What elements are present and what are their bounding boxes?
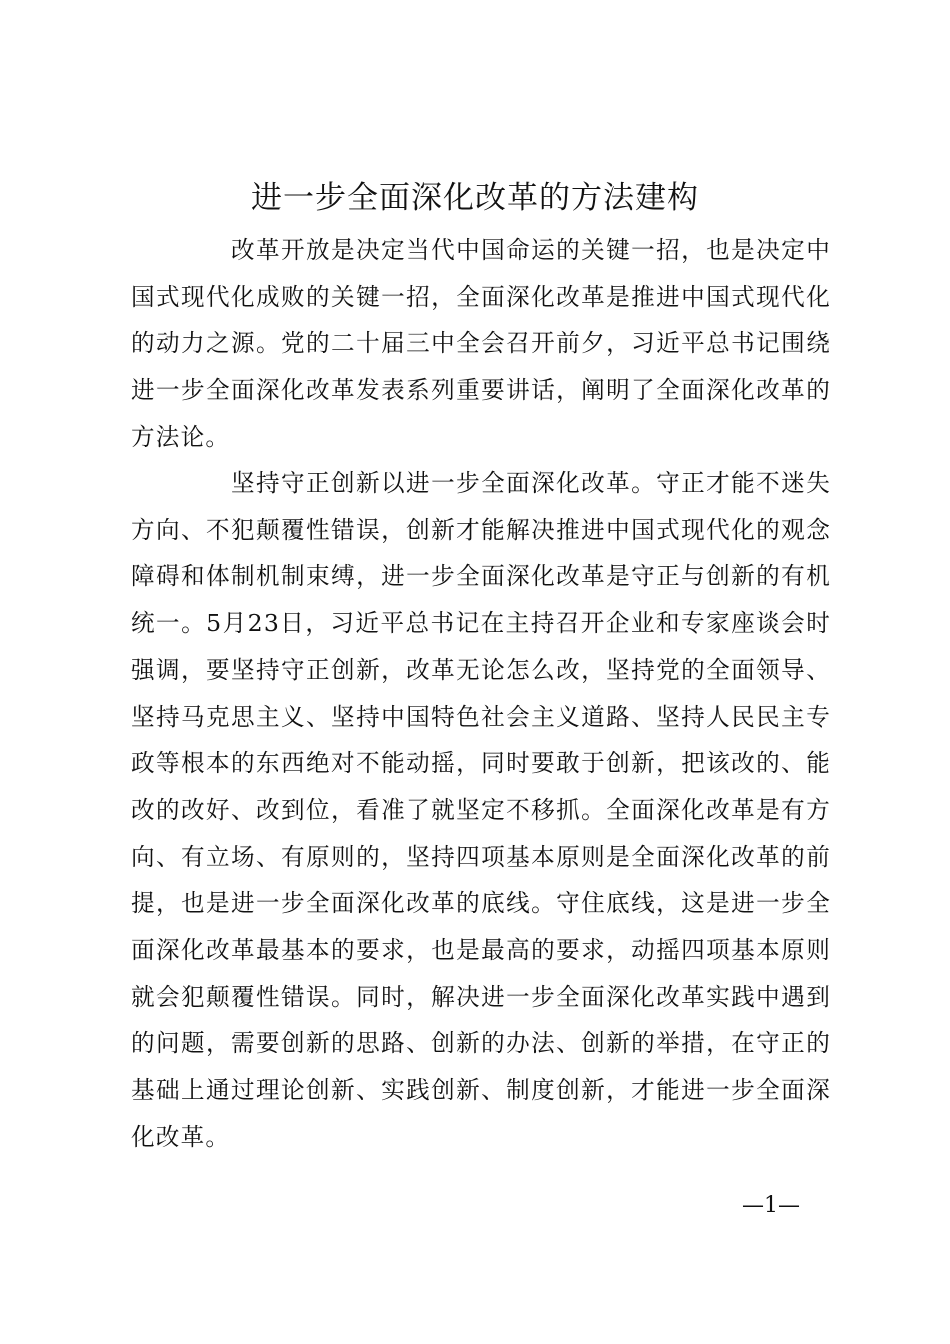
page-number: —1— [742,1193,800,1218]
paragraph-intro: 改革开放是决定当代中国命运的关键一招，也是决定中国式现代化成败的关键一招，全面深化改革是推进中国式现代化的动力之源。党的二十届三中全会召开前夕，习近平总书记围绕进一步全面深化改革发表系列重要讲话，阐明了全面深化改革的方法论。 [131,236,831,451]
paragraph-shouzheng-chuangxin: 坚持守正创新以进一步全面深化改革。守正才能不迷失方向、不犯颠覆性错误，创新才能解决推进中国式现代化的观念障碍和体制机制束缚，进一步全面深化改革是守正与创新的有机统一。5月23日，习近平总书记在主持召开企业和专家座谈会时强调，要坚持守正创新，改革无论怎么改，坚持党的全面领导、坚持马克思主义、坚持中国特色社会主义道路、坚持人民民主专政等根本的东西绝对不能动摇，同时要敢于创新，把该改的、能改的改好、改到位，看准了就坚定不移抓。全面深化改革是有方向、有立场、有原则的，坚持四项基本原则是全面深化改革的前提，也是进一步全面深化改革的底线。守住底线，这是进一步全面深化改革最基本的要求，也是最高的要求，动摇四项基本原则就会犯颠覆性错误。同时，解决进一步全面深化改革实践中遇到的问题，需要创新的思路、创新的办法、创新的举措，在守正的基础上通过理论创新、实践创新、制度创新，才能进一步全面深化改革。 [131,469,831,1151]
document-title: 进一步全面深化改革的方法建构 [251,180,699,216]
